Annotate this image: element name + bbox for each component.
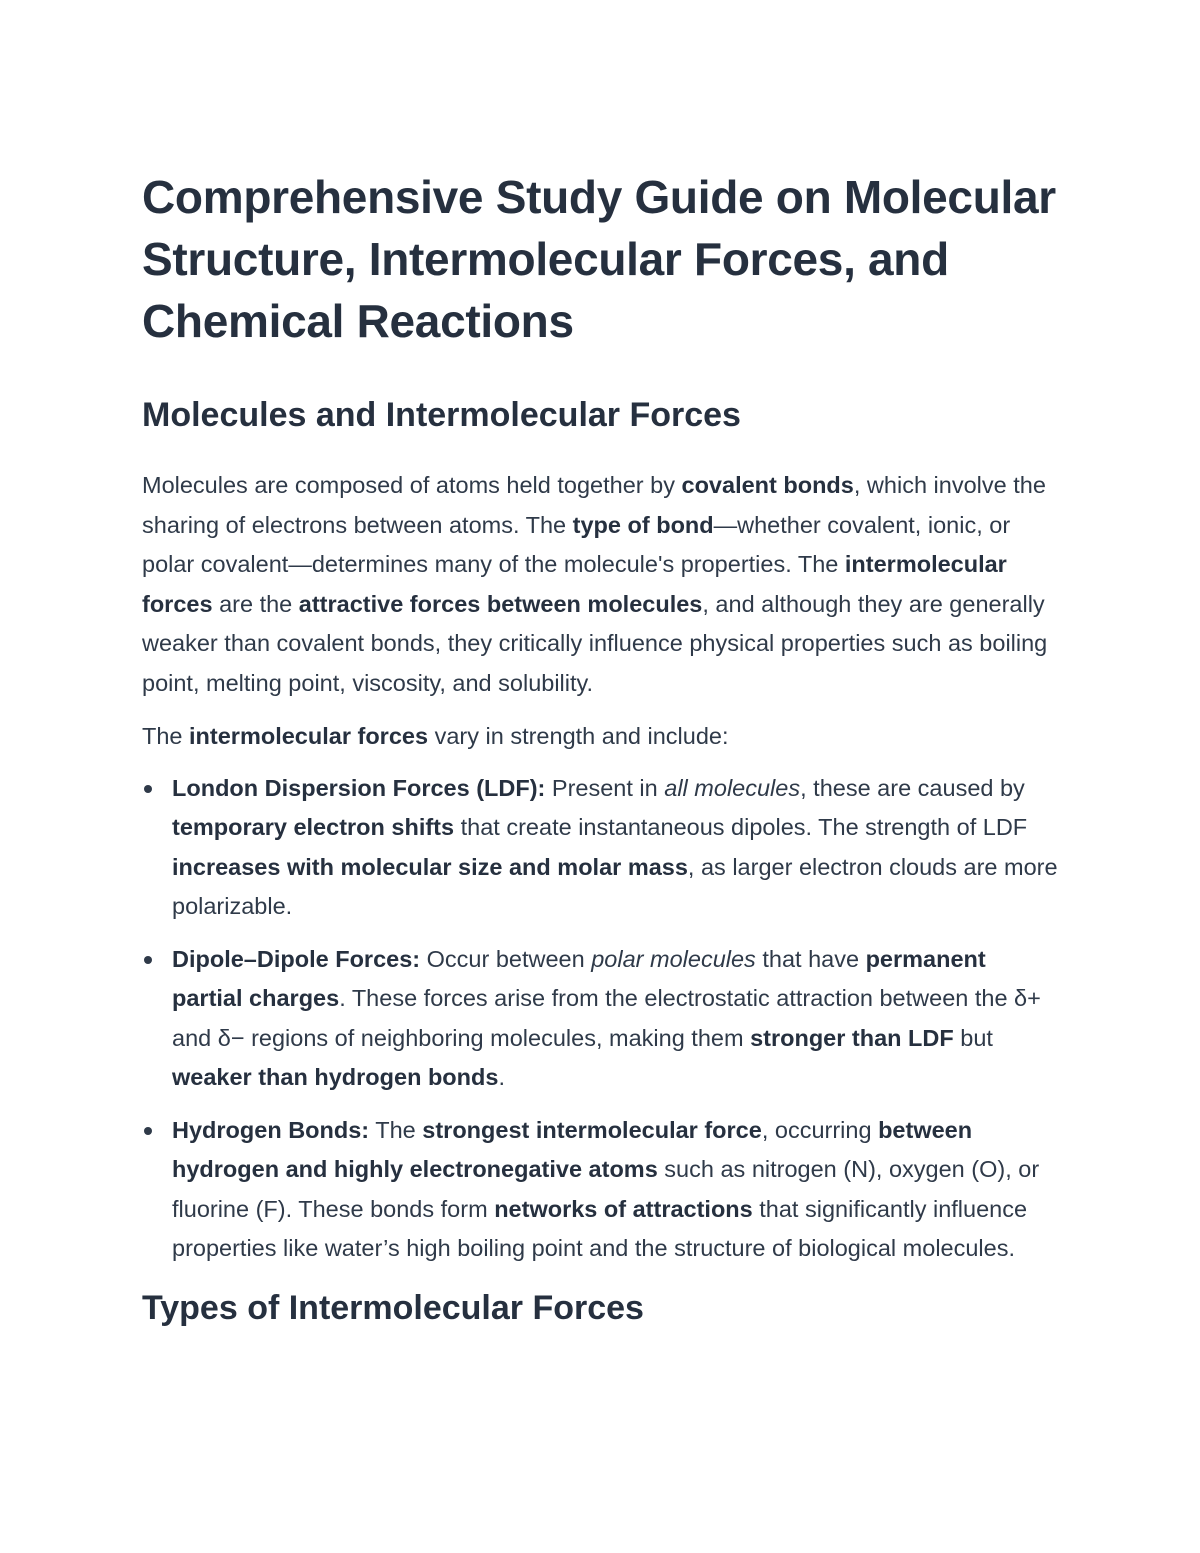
forces-intro-paragraph: The intermolecular forces vary in strength and include: [142, 723, 729, 749]
bullet-icon [144, 956, 152, 964]
list-item-ldf: London Dispersion Forces (LDF): Present in all molecules, these are caused by temporary electron shifts that create instantaneous dipoles. The strength of LDF increases with molecular size and molar mass, as larger electron clouds are more polarizable. [142, 769, 1062, 927]
intro-paragraph: Molecules are composed of atoms held together by covalent bonds, which involve the sharing of electrons between atoms. The type of bond—whether covalent, ionic, or polar covalent—determines many of the molecule's properties. The intermolecular forces are the attractive forces between molecules, and although they are generally weaker than covalent bonds, they critically influence physical properties such as boiling point, melting point, viscosity, and solubility. [142, 472, 1048, 696]
section-heading-molecules: Molecules and Intermolecular Forces [142, 396, 741, 434]
document-title: Comprehensive Study Guide on Molecular Structure, Intermolecular Forces, and Chemical Reactions [142, 171, 1056, 347]
document-content [142, 166, 1062, 1331]
section-heading-types: Types of Intermolecular Forces [142, 1288, 644, 1327]
list-item-hydrogen: Hydrogen Bonds: The strongest intermolecular force, occurring between hydrogen and highly electronegative atoms such as nitrogen (N), oxygen (O), or fluorine (F). These bonds form networks of attractions that significantly influence properties like water’s high boiling point and the structure of biological molecules. [142, 1111, 1062, 1269]
bullet-icon [144, 1127, 152, 1135]
bullet-icon [144, 785, 152, 793]
list-item-dipole: Dipole–Dipole Forces: Occur between polar molecules that have permanent partial charges. These forces arise from the electrostatic attraction between the δ+ and δ− regions of neighboring molecules, making them stronger than LDF but weaker than hydrogen bonds. [142, 940, 1062, 1098]
forces-list [142, 769, 1062, 1269]
